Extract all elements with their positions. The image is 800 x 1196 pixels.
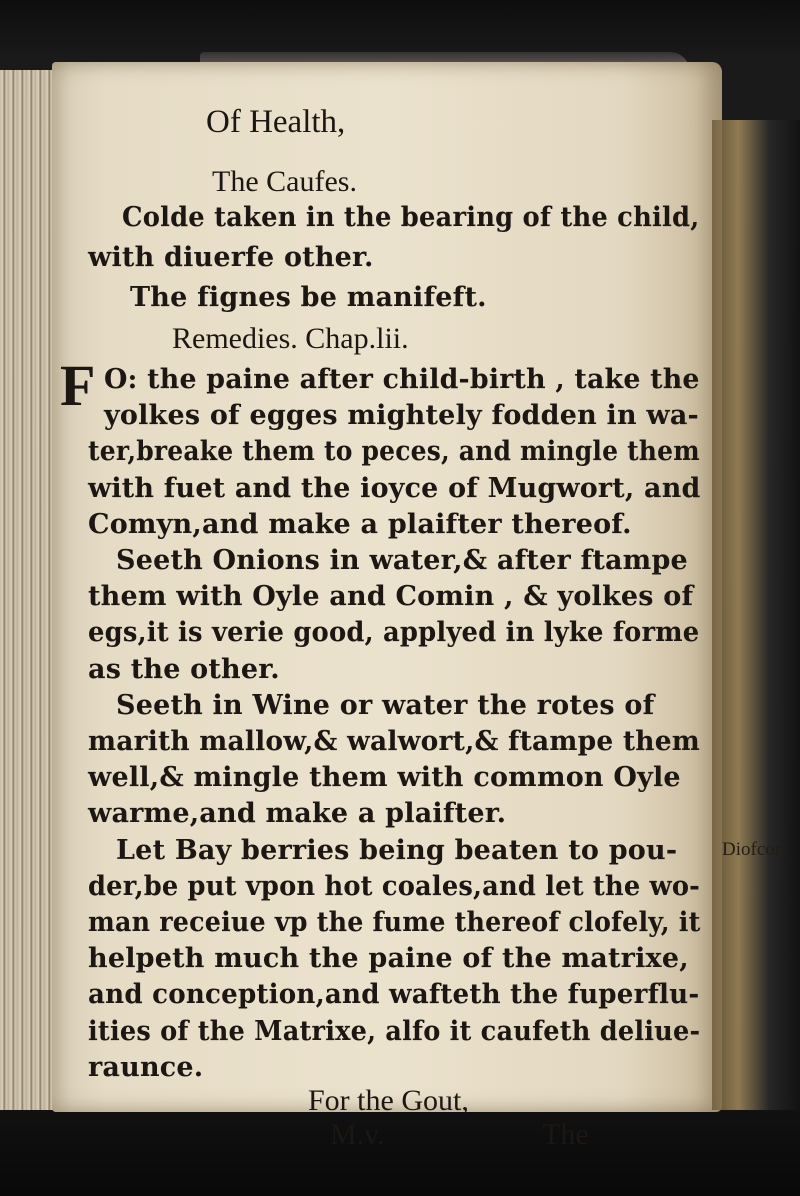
body-line: yolkes of egges mightely fodden in wa- <box>104 400 699 432</box>
body-line: ter,breake them to peces, and mingle them <box>88 436 700 468</box>
body-line: and conception,and wafteth the fuperflu- <box>88 979 700 1011</box>
signature-mark: M.v. <box>330 1117 385 1151</box>
cause-line: with diuerfe other. <box>88 242 374 273</box>
body-line: Comyn,and make a plaifter thereof. <box>88 508 632 540</box>
cause-line: The fignes be manifeft. <box>130 282 487 313</box>
body-line: with fuet and the ioyce of Mugwort, and <box>88 472 701 504</box>
body-line: marith mallow,& walwort,& ftampe them <box>88 726 700 757</box>
body-line: der,be put vpon hot coales,and let the wo- <box>88 870 701 902</box>
body-line: helpeth much the paine of the matrixe, <box>88 943 689 975</box>
body-line: Seeth in Wine or water the rotes of <box>116 689 655 721</box>
running-head: Of Health, <box>206 104 346 140</box>
remedies-heading: Remedies. Chap.lii. <box>172 322 409 355</box>
body-line: warme,and make a plaifter. <box>88 798 507 830</box>
body-line: Seeth Onions in water,& after ftampe <box>116 545 688 576</box>
body-line: well,& mingle them with common Oyle <box>88 762 681 794</box>
body-line: ities of the Matrixe, alfo it caufeth deliue- <box>88 1015 701 1047</box>
body-line: Let Bay berries being beaten to pou- <box>116 834 678 866</box>
page-curl-edge <box>712 120 800 1110</box>
body-line: raunce. <box>88 1051 204 1083</box>
body-line: them with Oyle and Comin , & yolkes of <box>88 581 694 613</box>
stacked-page-edges <box>0 70 55 1110</box>
cause-line: Colde taken in the bearing of the child, <box>122 202 700 233</box>
section-heading: The Caufes. <box>212 165 357 198</box>
gout-heading: For the Gout, <box>308 1083 469 1117</box>
drop-cap-initial: F <box>60 353 96 418</box>
body-line: O: the paine after child-birth , take the <box>104 364 700 395</box>
catchword: The <box>542 1117 589 1151</box>
margin-note: Diofcor. <box>722 838 785 860</box>
body-line: egs,it is verie good, applyed in lyke forme <box>88 617 700 649</box>
body-line: as the other. <box>88 653 280 685</box>
body-line: man receiue vp the fume thereof clofely, it <box>88 907 701 938</box>
